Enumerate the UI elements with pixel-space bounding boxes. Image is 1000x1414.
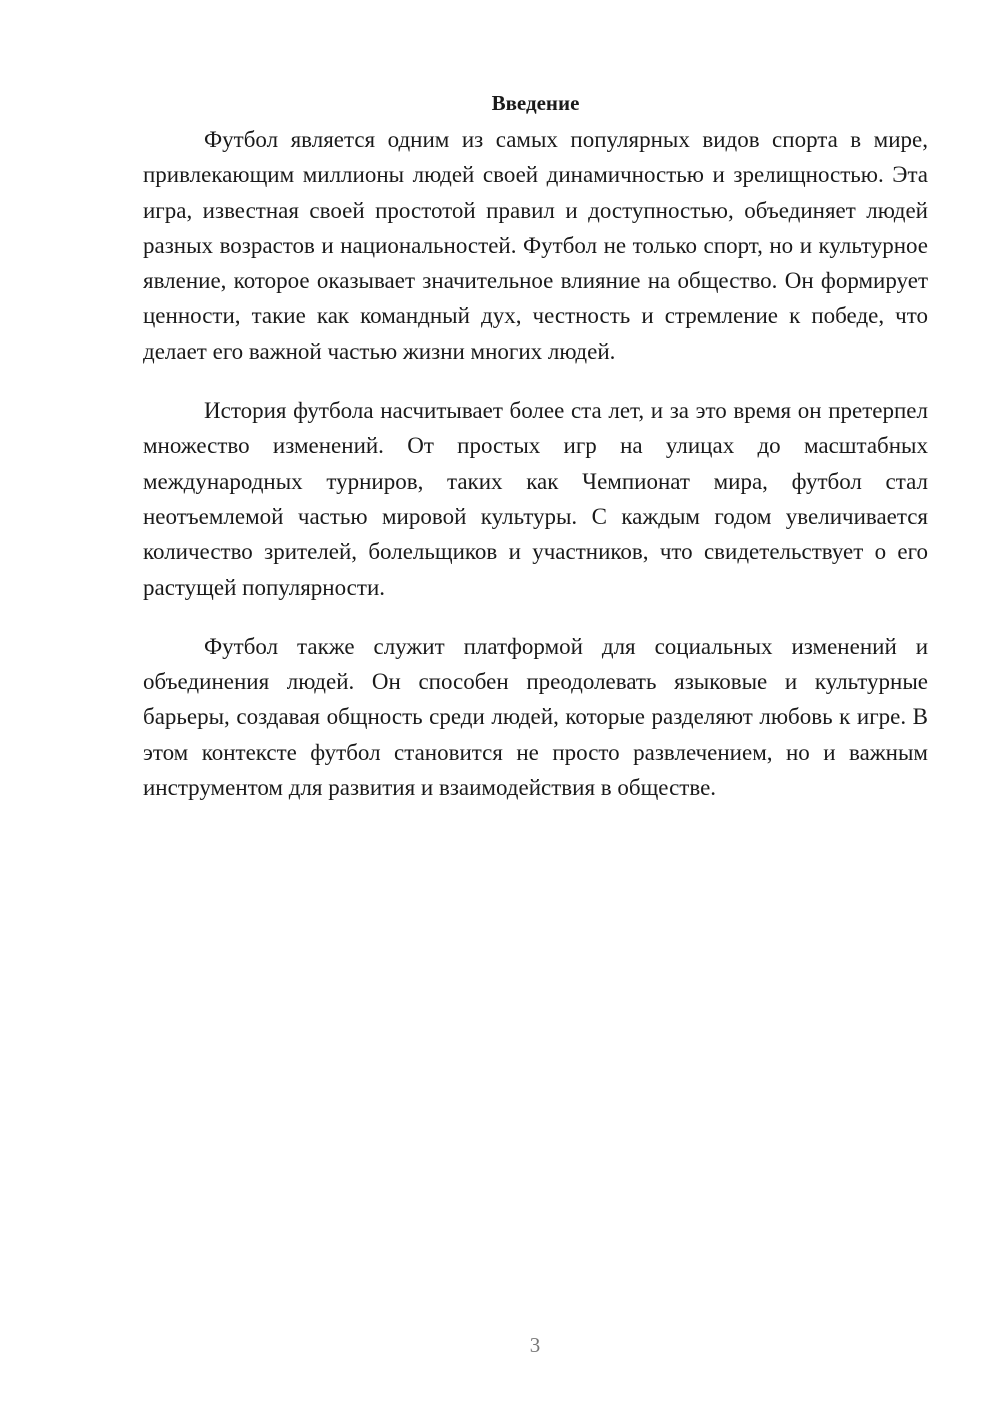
paragraph-1: Футбол является одним из самых популярных видов спорта в мире, привлекающим миллионы людей своей динамичностью и зрелищностью. Эта игра, известная своей простотой правил и доступностью, объединяет людей разных возрастов и национальностей. Футбол не только спорт, но и культурное явление, которое оказывает значительное влияние на общество. Он формирует ценности, такие как командный дух, честность и стремление к победе, что делает его важной частью жизни многих людей. [143,127,928,364]
page-number: 3 [529,1333,541,1357]
page-content [143,88,928,829]
paragraph-3: Футбол также служит платформой для социальных изменений и объединения людей. Он способен преодолевать языковые и культурные барьеры, создавая общность среди людей, которые разделяют любовь к игре. В этом контексте футбол становится не просто развлечением, но и важным инструментом для развития и взаимодействия в обществе. [143,633,928,801]
paragraph-2: История футбола насчитывает более ста лет, и за это время он претерпел множество изменений. От простых игр на улицах до масштабных международных турниров, таких как Чемпионат мира, футбол стал неотъемлемой частью мировой культуры. С каждым годом увеличивается количество зрителей, болельщиков и участников, что свидетельствует о его растущей популярности. [143,398,928,600]
section-heading: Введение [491,91,580,115]
